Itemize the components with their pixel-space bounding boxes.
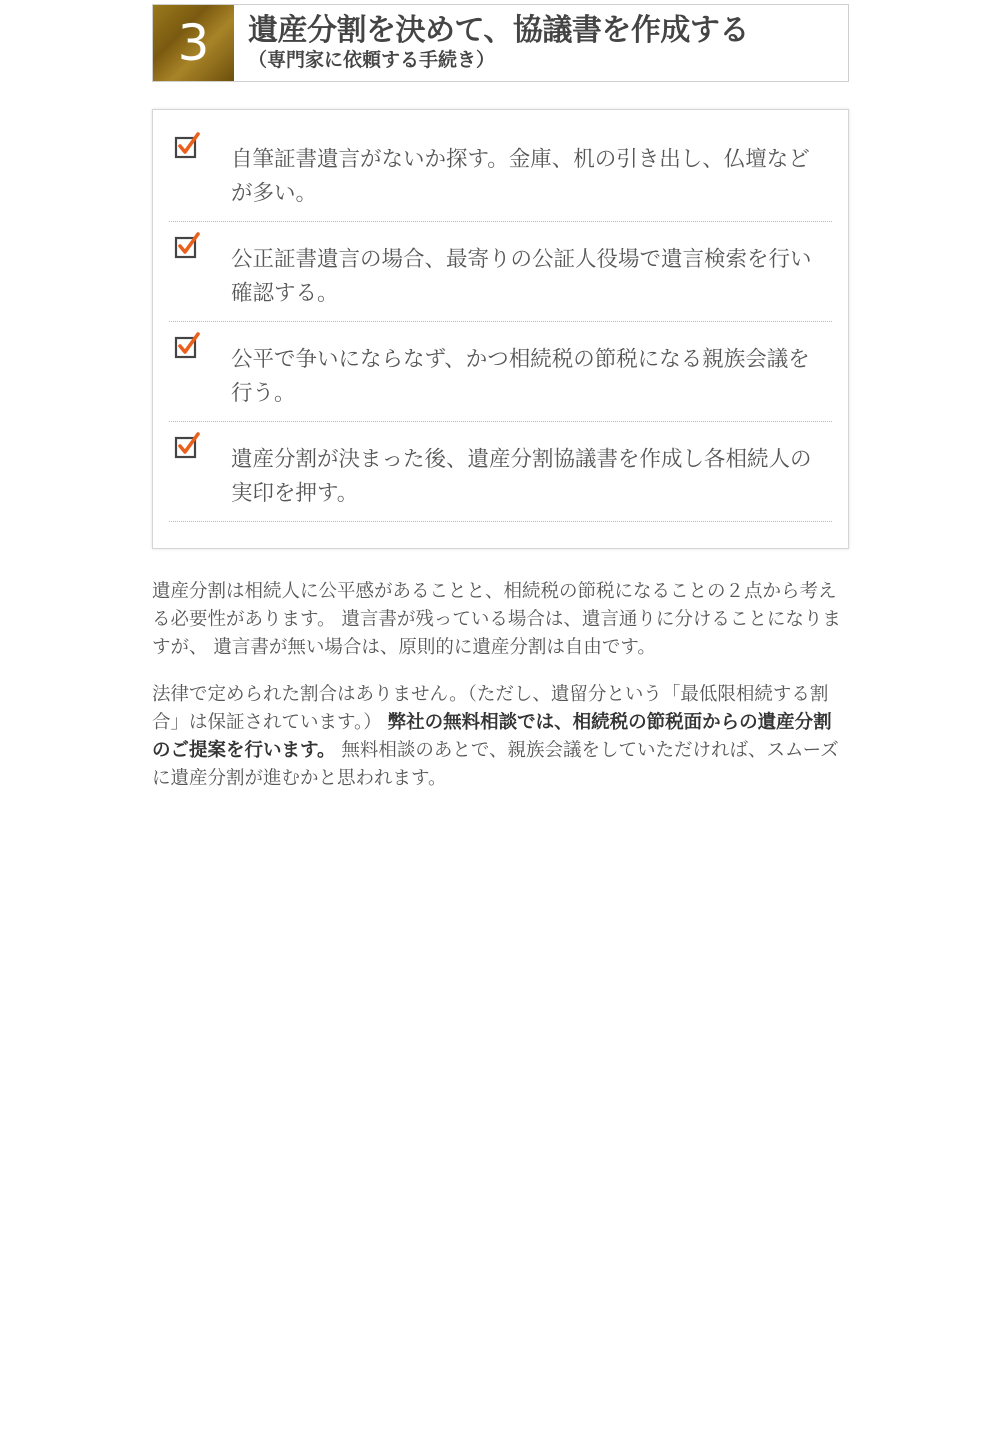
paragraph-text: 無料相談のあとで、親族会議をしていただければ、スムーズに遺産分割が進むかと思われます。 bbox=[152, 740, 839, 789]
checklist-item-text: 公平で争いにならなず、かつ相続税の節税になる親族会議を行う。 bbox=[231, 347, 810, 406]
checkbox-checked-icon bbox=[169, 432, 201, 464]
checkbox-checked-icon bbox=[169, 332, 201, 364]
checkbox-checked-icon bbox=[169, 132, 201, 164]
checklist-item bbox=[169, 222, 832, 322]
step-subtitle: （専門家に依頼する手続き） bbox=[248, 49, 496, 71]
checklist-item bbox=[169, 322, 832, 422]
checklist bbox=[152, 109, 849, 549]
content bbox=[152, 4, 849, 793]
checklist-item-text: 自筆証書遺言がないか探す。金庫、机の引き出し、仏壇などが多い。 bbox=[231, 147, 810, 206]
checkbox-checked-icon bbox=[169, 232, 201, 264]
paragraph-text: 法律で定められた割合はありません。（ただし、遺留分という「最低限相続する割合」は保証されています。） bbox=[152, 684, 829, 733]
step-heading bbox=[234, 5, 749, 81]
checklist-item bbox=[169, 122, 832, 222]
step-header bbox=[152, 4, 849, 82]
checklist-item-text: 公正証書遺言の場合、最寄りの公証人役場で遺言検索を行い確認する。 bbox=[231, 247, 812, 306]
checklist-item-text: 遺産分割が決まった後、遺産分割協議書を作成し各相続人の実印を押す。 bbox=[231, 447, 812, 506]
body-paragraph bbox=[152, 681, 849, 793]
checklist-item bbox=[169, 422, 832, 522]
paragraph-emphasis: 弊社の無料相談では、相続税の節税面からの遺産分割のご提案を行います。 bbox=[152, 712, 832, 761]
step-number: 3 bbox=[153, 5, 234, 81]
body-paragraph: 遺産分割は相続人に公平感があることと、相続税の節税になることの２点から考える必要性があります。 遺言書が残っている場合は、遺言通りに分けることになりますが、 遺言書が無い場合は、原則的に遺産分割は自由です。 bbox=[152, 581, 841, 658]
step-title: 遺産分割を決めて、協議書を作成する bbox=[248, 13, 749, 48]
